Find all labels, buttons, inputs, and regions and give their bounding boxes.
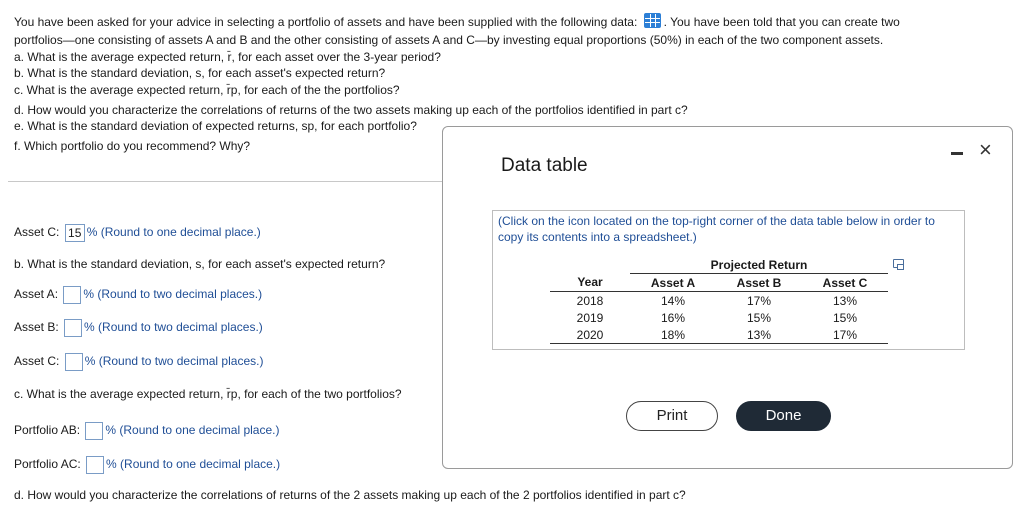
column-header-asset-a: Asset A xyxy=(630,274,716,292)
table-cell: 14% xyxy=(660,293,686,308)
column-header-asset-b: Asset B xyxy=(716,274,802,292)
sd-asset-b-hint: % (Round to two decimal places.) xyxy=(84,320,263,334)
table-cell: 18% xyxy=(630,326,716,344)
close-icon[interactable]: × xyxy=(979,137,992,162)
portfolio-ac-input[interactable] xyxy=(86,456,104,474)
portfolio-ab-label: Portfolio AB: xyxy=(14,423,81,437)
answer-question-d: d. How would you characterize the correlations of returns of the 2 assets making up each of the 2 portfolios identified in part c? xyxy=(14,488,686,502)
answer-row-sd-asset-a xyxy=(14,285,262,304)
table-row xyxy=(550,326,888,344)
table-cell: 2019 xyxy=(576,310,604,325)
table-cell: 2020 xyxy=(550,326,630,344)
asset-c-hint: % (Round to one decimal place.) xyxy=(86,225,261,239)
question-d: d. How would you characterize the correlations of returns of the two assets making up each of the portfolios identified in part c? xyxy=(14,103,688,117)
sd-asset-a-input[interactable] xyxy=(63,286,81,304)
question-f: f. Which portfolio do you recommend? Why? xyxy=(14,139,251,153)
table-cell: 13% xyxy=(716,326,802,344)
portfolio-ac-hint: % (Round to one decimal place.) xyxy=(106,457,281,471)
intro-text-a: You have been asked for your advice in selecting a portfolio of assets and have been supplied with the following data: xyxy=(14,15,638,29)
table-cell: 17% xyxy=(746,293,772,308)
sd-asset-a-hint: % (Round to two decimal places.) xyxy=(83,287,263,301)
asset-c-label: Asset C: xyxy=(14,225,60,239)
intro-line-2: portfolios—one consisting of assets A and B and the other consisting of assets A and C—by investing equal proportions (50%) in each of the two component assets. xyxy=(14,33,884,47)
question-b: b. What is the standard deviation, s, for each asset's expected return? xyxy=(14,66,386,80)
answer-row-portfolio-ab xyxy=(14,421,279,440)
answer-question-b: b. What is the standard deviation, s, for each asset's expected return? xyxy=(14,257,386,271)
portfolio-ab-hint: % (Round to one decimal place.) xyxy=(105,423,280,437)
sd-asset-a-label: Asset A: xyxy=(14,287,59,301)
answer-row-asset-c xyxy=(14,223,261,242)
table-header-row xyxy=(550,274,888,292)
column-header-year: Year xyxy=(550,274,630,292)
data-table-icon[interactable] xyxy=(644,13,661,28)
projected-return-header: Projected Return xyxy=(630,256,888,274)
intro-line-1 xyxy=(14,13,900,30)
answer-row-portfolio-ac xyxy=(14,455,280,474)
answer-row-sd-asset-c xyxy=(14,352,263,371)
intro-text-b: . You have been told that you can create two xyxy=(663,15,900,29)
copy-to-spreadsheet-icon[interactable] xyxy=(893,259,904,268)
question-a: a. What is the average expected return, r̄, for each asset over the 3-year period? xyxy=(14,50,441,64)
asset-c-return-input[interactable]: 15 xyxy=(65,224,85,242)
answer-question-c: c. What is the average expected return, r̄p, for each of the two portfolios? xyxy=(14,387,402,401)
sd-asset-c-hint: % (Round to two decimal places.) xyxy=(84,354,264,368)
table-group-header-row xyxy=(550,256,888,274)
table-cell: 17% xyxy=(802,326,888,344)
question-e: e. What is the standard deviation of expected returns, sp, for each portfolio? xyxy=(14,119,417,133)
data-table-dialog xyxy=(442,126,1013,469)
minimize-icon[interactable] xyxy=(951,152,963,155)
table-cell: 16% xyxy=(660,310,686,325)
table-row xyxy=(550,309,888,326)
column-header-asset-c: Asset C xyxy=(802,274,888,292)
data-table-panel xyxy=(492,210,965,350)
sd-asset-b-input[interactable] xyxy=(64,319,82,337)
dialog-title: Data table xyxy=(501,155,588,176)
done-button[interactable]: Done xyxy=(736,401,831,431)
sd-asset-c-label: Asset C: xyxy=(14,354,60,368)
table-row xyxy=(550,292,888,310)
copy-instructions: (Click on the icon located on the top-right corner of the data table below in order to copy its contents into a spreadsheet.) xyxy=(498,214,935,244)
sd-asset-c-input[interactable] xyxy=(65,353,83,371)
question-c: c. What is the average expected return, r̄p, for each of the the portfolios? xyxy=(14,83,400,97)
section-divider xyxy=(8,181,442,182)
table-cell: 13% xyxy=(832,293,858,308)
portfolio-ac-label: Portfolio AC: xyxy=(14,457,81,471)
portfolio-ab-input[interactable] xyxy=(85,422,103,440)
table-cell: 2018 xyxy=(576,293,604,308)
print-button[interactable]: Print xyxy=(626,401,718,431)
returns-table xyxy=(550,256,888,344)
sd-asset-b-label: Asset B: xyxy=(14,320,59,334)
table-cell: 15% xyxy=(832,310,858,325)
table-cell: 15% xyxy=(746,310,772,325)
answer-row-sd-asset-b xyxy=(14,318,263,337)
